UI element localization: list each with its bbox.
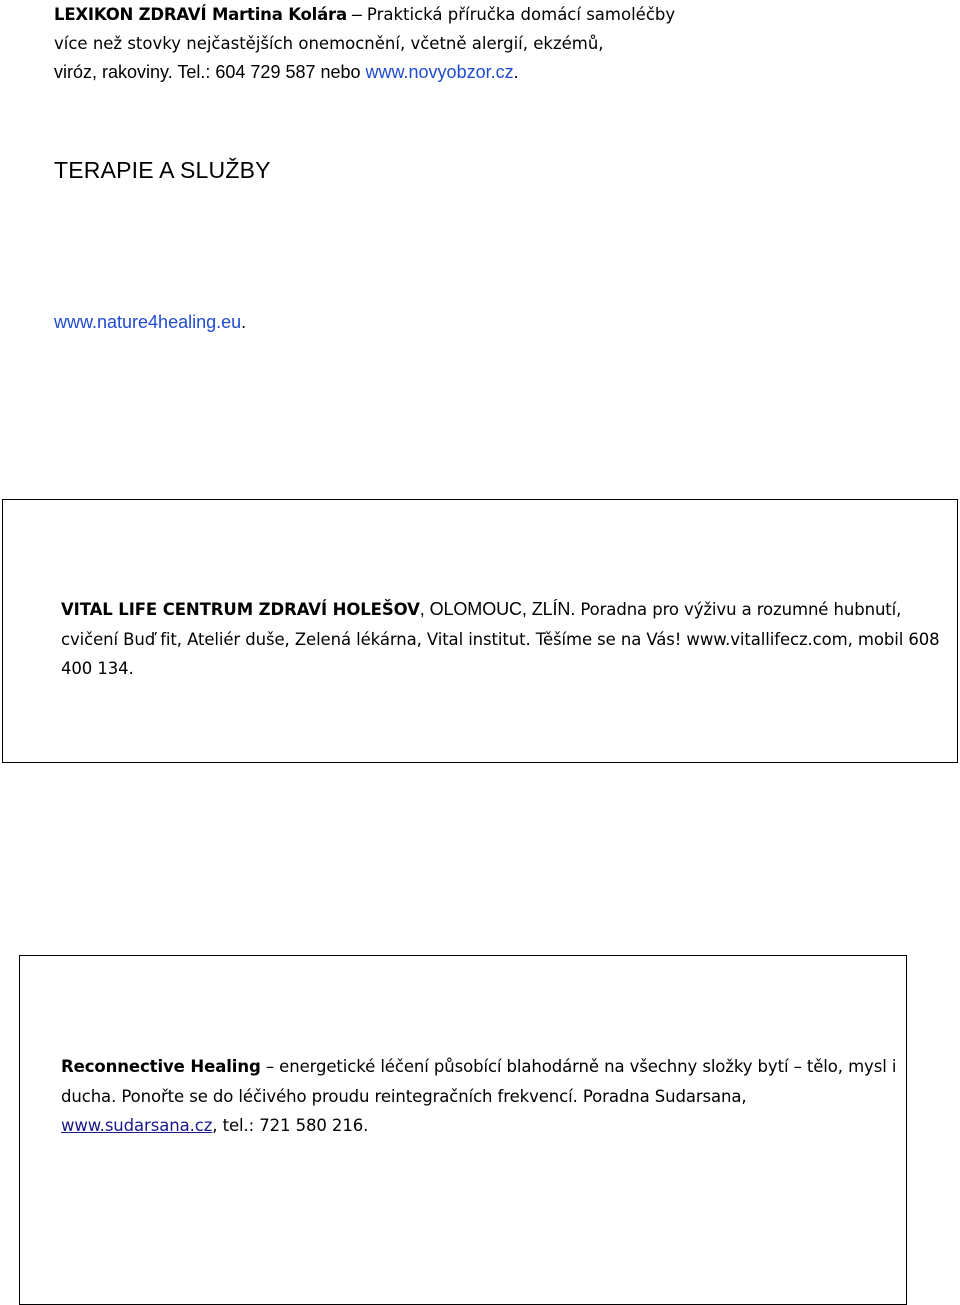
nature4healing-link[interactable]: www.nature4healing.eu bbox=[54, 312, 242, 332]
book-subtitle: Praktická příručka domácí samoléčby bbox=[366, 5, 676, 24]
ad-title-vital-life: VITAL LIFE CENTRUM ZDRAVÍ HOLEŠOV bbox=[61, 600, 420, 619]
ad-places-vital-life: , OLOMOUC, ZLÍN. bbox=[419, 599, 576, 619]
ad-box-vital-life bbox=[2, 499, 958, 763]
sudarsana-link[interactable]: www.sudarsana.cz bbox=[61, 1116, 213, 1135]
ad-box-reconnective bbox=[19, 955, 907, 1305]
section-heading: TERAPIE A SLUŽBY bbox=[54, 157, 271, 183]
ad-title-reconnective: Reconnective Healing bbox=[61, 1057, 261, 1076]
web-line bbox=[54, 308, 246, 337]
ad-text-reconnective bbox=[61, 1052, 901, 1141]
title-dash: – bbox=[346, 4, 367, 24]
ad-text-vital-life bbox=[61, 595, 951, 684]
book-title: LEXIKON ZDRAVÍ Martina Kolára bbox=[54, 5, 347, 24]
web-period: . bbox=[241, 312, 247, 332]
intro-contact: viróz, rakoviny. Tel.: 604 729 587 nebo bbox=[54, 62, 366, 82]
intro-line-3 bbox=[54, 58, 774, 87]
intro-line-2: více než stovky nejčastějších onemocnění, včetně alergií, ekzémů, bbox=[54, 34, 604, 53]
novyobzor-link[interactable]: www.novyobzor.cz bbox=[365, 62, 514, 82]
ad-phone-reconnective: , tel.: 721 580 216. bbox=[212, 1116, 369, 1135]
intro-block bbox=[54, 0, 774, 87]
intro-period: . bbox=[513, 62, 519, 82]
ad-body-vital-life: Poradna pro výživu a rozumné hubnutí, cvičení Buď fit, Ateliér duše, Zelená lékárna, Vital institut. Těšíme se na Vás! www.vitallifecz.com, mobil 608 400 134. bbox=[61, 600, 940, 678]
ad-body-reconnective: – energetické léčení působící blahodárně na všechny složky bytí – tělo, mysl i ducha. Ponořte se do léčivého proudu reintegračních frekvencí. Poradna Sudarsana, bbox=[61, 1057, 897, 1106]
intro-line-1 bbox=[54, 0, 774, 29]
